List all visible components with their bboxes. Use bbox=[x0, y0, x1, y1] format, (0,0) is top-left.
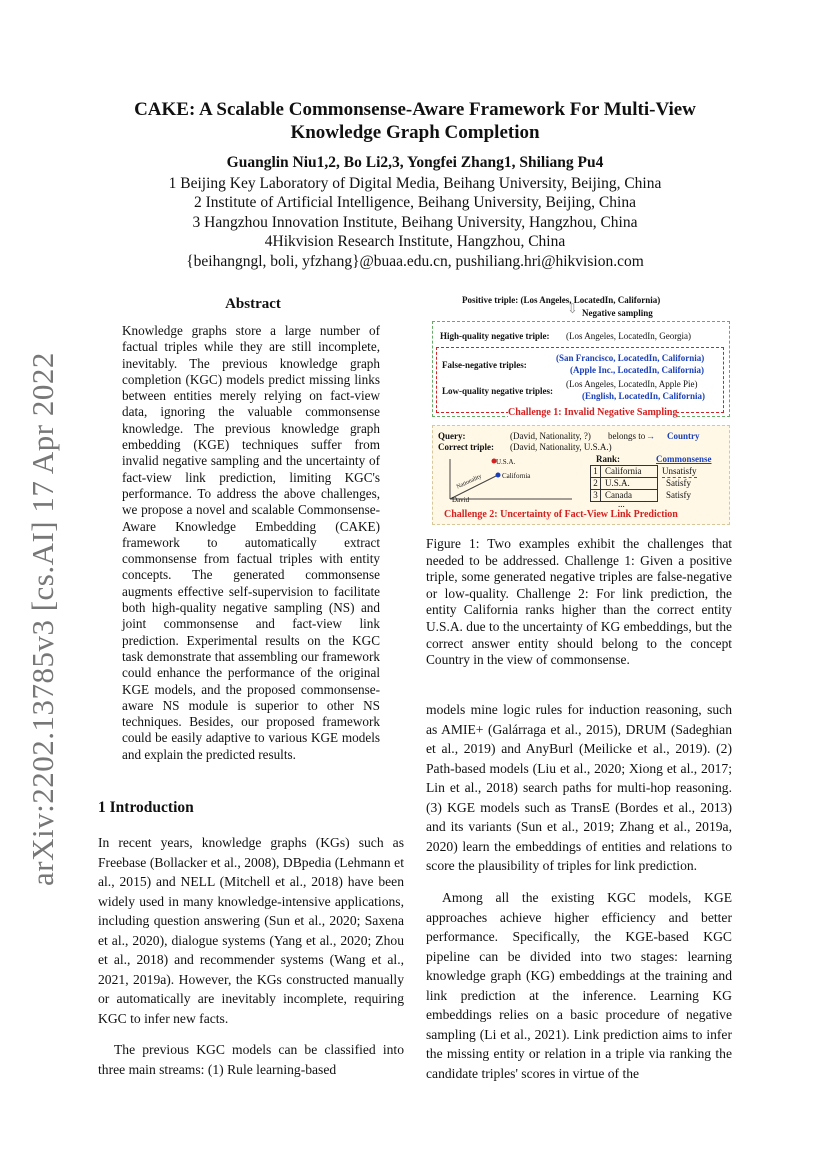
figure-1 bbox=[430, 291, 730, 525]
commonsense-heading: Commonsense bbox=[656, 454, 712, 464]
affiliation-1: 1 Beijing Key Laboratory of Digital Media, Beihang University, Beijing, China bbox=[168, 175, 662, 192]
query-value: (David, Nationality, ?) bbox=[510, 431, 591, 441]
rank-table bbox=[590, 465, 658, 502]
hq-label: High-quality negative triple: bbox=[440, 331, 550, 341]
rank-row-1 bbox=[591, 466, 657, 478]
correct-triple-label: Correct triple: bbox=[438, 442, 495, 452]
figure-1-caption: Figure 1: Two examples exhibit the challenges that needed to be addressed. Challenge 1: Given a positive triple, some generated negative triples are false-negative or low-quality. Challenge 2: For link prediction, the entity California ranks higher than the correct entity U.S.A. due to the uncertainty of KG embeddings, but the correct answer entity should belong to the concept Country in the view of commonsense. bbox=[426, 536, 732, 668]
query-label: Query: bbox=[438, 431, 466, 441]
fn-triple-1: (San Francisco, LocatedIn, California) bbox=[556, 353, 705, 363]
right-paragraph-2: Among all the existing KGC models, KGE approaches achieve higher efficiency and better performance. Specifically, the KGE-based KGC pipeline can be divided into two stages: learning knowledge graph (KG) embeddings at the training and link prediction at the inference. Learning KG embeddings relies on a basic procedure of negative sampling (Li et al., 2021). Link prediction aims to infer the missing entity or relation in a triple via ranking the candidate triples' scores in virtue of the bbox=[426, 890, 732, 1081]
commonsense-status-1: Unsatisfy bbox=[662, 466, 697, 476]
usa-node-label: U.S.A. bbox=[496, 458, 516, 466]
california-node bbox=[496, 473, 501, 478]
rank-entity: U.S.A. bbox=[605, 478, 630, 488]
california-node-label: California bbox=[502, 472, 531, 480]
commonsense-status-2: Satisfy bbox=[666, 478, 692, 488]
positive-triple: Positive triple: (Los Angeles, LocatedIn, California) bbox=[462, 295, 661, 305]
down-arrow-icon: ⇩ bbox=[567, 301, 578, 316]
hq-value: (Los Angeles, LocatedIn, Georgia) bbox=[566, 331, 692, 341]
arxiv-sidebar bbox=[18, 352, 68, 886]
fn-label: False-negative triples: bbox=[442, 360, 527, 370]
rank-ellipsis: ... bbox=[618, 499, 625, 509]
rank-number: 2 bbox=[591, 478, 601, 489]
rank-number: 3 bbox=[591, 490, 601, 501]
correct-triple-value: (David, Nationality, U.S.A.) bbox=[510, 442, 612, 452]
abstract-heading: Abstract bbox=[225, 296, 281, 312]
lq-triple-1: (Los Angeles, LocatedIn, Apple Pie) bbox=[566, 379, 698, 389]
belongs-to-label: belongs to bbox=[608, 431, 646, 441]
nationality-edge-label: Nationality bbox=[455, 473, 483, 491]
paper-title-line1: CAKE: A Scalable Commonsense-Aware Framework For Multi-View bbox=[134, 99, 696, 120]
david-node-label: David bbox=[452, 496, 470, 504]
right-paragraph-1: models mine logic rules for induction reasoning, such as AMIE+ (Galárraga et al., 2015), DRUM (Sadeghian et al., 2019) and AnyBurl (Meilicke et al., 2019). (2) Path-based models (Liu et al., 2020; Xiong et al., 2017; Lin et al., 2018) search paths for multi-hop reasoning. (3) KGE models such as TransE (Bordes et al., 2013) and its variants (Sun et al., 2019; Zhang et al., 2019a, 2020) learn the embeddings of entities and relations to score the plausibility of triples for link prediction. bbox=[426, 702, 732, 873]
rank-heading: Rank: bbox=[596, 454, 621, 464]
arrow-right-icon: → bbox=[646, 431, 655, 441]
lq-triple-2: (English, LocatedIn, California) bbox=[582, 391, 706, 401]
rank-entity: California bbox=[605, 466, 642, 476]
intro-paragraph-2: The previous KGC models can be classified into three main streams: (1) Rule learning-based bbox=[98, 1042, 404, 1077]
lq-label: Low-quality negative triples: bbox=[442, 386, 553, 396]
fn-triple-2: (Apple Inc., LocatedIn, California) bbox=[570, 365, 705, 375]
commonsense-status-3: Satisfy bbox=[666, 490, 692, 500]
affiliation-2: 2 Institute of Artificial Intelligence, Beihang University, Beijing, China bbox=[194, 194, 636, 211]
rank-row-2 bbox=[591, 478, 657, 490]
paper-title-line2: Knowledge Graph Completion bbox=[290, 122, 540, 143]
section-heading-introduction: 1 Introduction bbox=[98, 799, 194, 816]
rank-entity: Canada bbox=[605, 490, 632, 500]
arxiv-id: arXiv:2202.13785v3 [cs.AI] 17 Apr 2022 bbox=[25, 352, 60, 886]
affiliation-3: 3 Hangzhou Innovation Institute, Beihang University, Hangzhou, China bbox=[192, 214, 638, 231]
challenge1-label: Challenge 1: Invalid Negative Sampling bbox=[508, 407, 678, 418]
abstract-text: Knowledge graphs store a large number of factual triples while they are still incomplete, inevitably. The previous knowledge graph completion (KGC) models predict missing links between entities merely relying on fact-view data, ignoring the valuable commonsense knowledge. The previous knowledge graph embedding (KGE) techniques suffer from invalid negative sampling and the uncertainty of fact-view link prediction, limiting KGC's performance. To address the above challenges, we propose a novel and scalable Commonsense-Aware Knowledge Embedding (CAKE) framework to automatically extract commonsense from factual triples with entity concepts. The generated commonsense augments effective self-supervision to facilitate both high-quality negative sampling (NS) and joint commonsense and fact-view link prediction. Experimental results on the KGC task demonstrate that assembling our framework could enhance the performance of the original KGE models, and the proposed commonsense-aware NS module is superior to other NS techniques. Besides, our proposed framework could be easily adaptive to various KGE models and explain the predicted results. bbox=[122, 323, 380, 762]
intro-paragraph-1: In recent years, knowledge graphs (KGs) such as Freebase (Bollacker et al., 2008), DBpedia (Lehmann et al., 2015) and NELL (Mitchell et al., 2018) have been widely used in many knowledge-intensive applications, including question answering (Sun et al., 2020; Saxena et al., 2020), dialogue systems (Yang et al., 2020; Zhou et al., 2018) and recommender systems (Wang et al., 2021, 2019a). However, the KGs constructed manually or automatically are inevitably incomplete, requiring KGC to infer new facts. bbox=[98, 835, 404, 1026]
rank-number: 1 bbox=[591, 466, 601, 477]
author-names: Guanglin Niu1,2, Bo Li2,3, Yongfei Zhang1, Shiliang Pu4 bbox=[226, 154, 604, 171]
negative-sampling-label: Negative sampling bbox=[582, 308, 653, 318]
author-emails: {beihangngl, boli, yfzhang}@buaa.edu.cn, pushiliang.hri@hikvision.com bbox=[186, 253, 644, 270]
challenge2-label: Challenge 2: Uncertainty of Fact-View Link Prediction bbox=[444, 509, 678, 520]
country-concept: Country bbox=[667, 431, 700, 441]
affiliation-4: 4Hikvision Research Institute, Hangzhou, China bbox=[264, 233, 566, 250]
